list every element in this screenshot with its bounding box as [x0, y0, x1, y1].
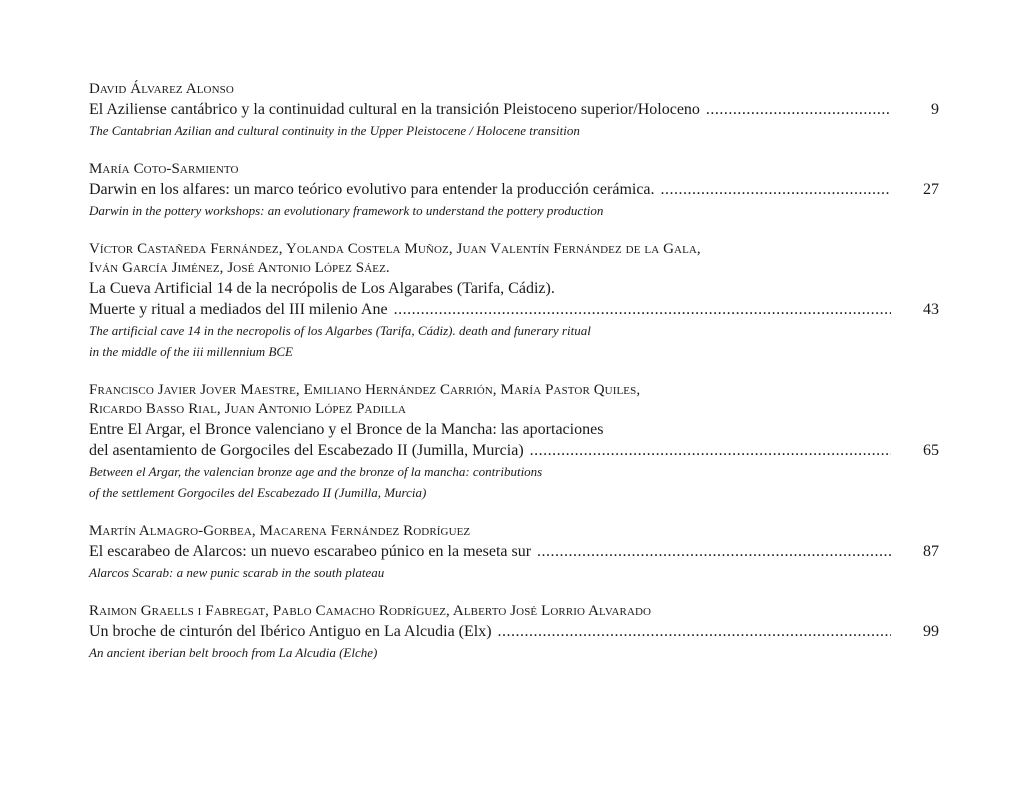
- entry-title: Un broche de cinturón del Ibérico Antiguo en La Alcudia (Elx): [89, 623, 492, 640]
- entry-authors: Ricardo Basso Rial, Juan Antonio López Padilla: [89, 401, 407, 417]
- page-number: 43: [923, 301, 939, 318]
- table-of-contents: [89, 80, 939, 682]
- entry-translation: The artificial cave 14 in the necropolis of los Algarbes (Tarifa, Cádiz). death and funerary ritual: [89, 323, 591, 338]
- entry-translation: The Cantabrian Azilian and cultural continuity in the Upper Pleistocene / Holocene transition: [89, 123, 580, 138]
- dot-leader: [537, 541, 891, 562]
- entry-title-line: [89, 179, 939, 200]
- entry-title: El Aziliense cantábrico y la continuidad cultural en la transición Pleistoceno superior/Holoceno: [89, 101, 700, 118]
- toc-entry: [89, 602, 939, 663]
- dot-leader: [498, 621, 891, 642]
- toc-entry: [89, 160, 939, 221]
- entry-translation: Alarcos Scarab: a new punic scarab in the south plateau: [89, 565, 385, 580]
- entry-title: Entre El Argar, el Bronce valenciano y el Bronce de la Mancha: las aportaciones: [89, 421, 604, 438]
- entry-translation: Between el Argar, the valencian bronze age and the bronze of la mancha: contributions: [89, 464, 543, 479]
- entry-authors: Martín Almagro-Gorbea, Macarena Fernández Rodríguez: [89, 523, 471, 539]
- entry-title: del asentamiento de Gorgociles del Escabezado II (Jumilla, Murcia): [89, 442, 524, 459]
- entry-title: Muerte y ritual a mediados del III milenio Ane: [89, 301, 388, 318]
- page-number: 99: [923, 623, 939, 640]
- toc-entry: [89, 381, 939, 503]
- entry-authors: Francisco Javier Jover Maestre, Emiliano Hernández Carrión, María Pastor Quiles,: [89, 382, 641, 398]
- entry-title-line: [89, 541, 939, 562]
- page-number: 27: [923, 181, 939, 198]
- entry-translation: Darwin in the pottery workshops: an evolutionary framework to understand the pottery production: [89, 203, 604, 218]
- entry-title: La Cueva Artificial 14 de la necrópolis de Los Algarabes (Tarifa, Cádiz).: [89, 280, 555, 297]
- entry-translation: An ancient iberian belt brooch from La Alcudia (Elche): [89, 645, 378, 660]
- entry-authors: María Coto-Sarmiento: [89, 161, 239, 177]
- toc-entry: [89, 80, 939, 141]
- entry-translation: in the middle of the iii millennium BCE: [89, 344, 294, 359]
- dot-leader: [706, 99, 891, 120]
- toc-entry: [89, 240, 939, 362]
- dot-leader: [661, 179, 891, 200]
- entry-translation: of the settlement Gorgociles del Escabezado II (Jumilla, Murcia): [89, 485, 427, 500]
- page-number: 9: [931, 101, 939, 118]
- entry-title-line: [89, 299, 939, 320]
- page-number: 87: [923, 543, 939, 560]
- entry-authors: Raimon Graells i Fabregat, Pablo Camacho Rodríguez, Alberto José Lorrio Alvarado: [89, 603, 652, 619]
- dot-leader: [394, 299, 891, 320]
- entry-title-line: [89, 99, 939, 120]
- entry-title: El escarabeo de Alarcos: un nuevo escarabeo púnico en la meseta sur: [89, 543, 532, 560]
- entry-authors: David Álvarez Alonso: [89, 81, 234, 97]
- entry-title: Darwin en los alfares: un marco teórico evolutivo para entender la producción cerámica.: [89, 181, 655, 198]
- entry-title-line: [89, 440, 939, 461]
- page-number: 65: [923, 442, 939, 459]
- dot-leader: [530, 440, 891, 461]
- entry-authors: Iván García Jiménez, José Antonio López Sáez.: [89, 260, 390, 276]
- entry-title-line: [89, 621, 939, 642]
- entry-authors: Víctor Castañeda Fernández, Yolanda Costela Muñoz, Juan Valentín Fernández de la Gala,: [89, 241, 701, 257]
- toc-entry: [89, 522, 939, 583]
